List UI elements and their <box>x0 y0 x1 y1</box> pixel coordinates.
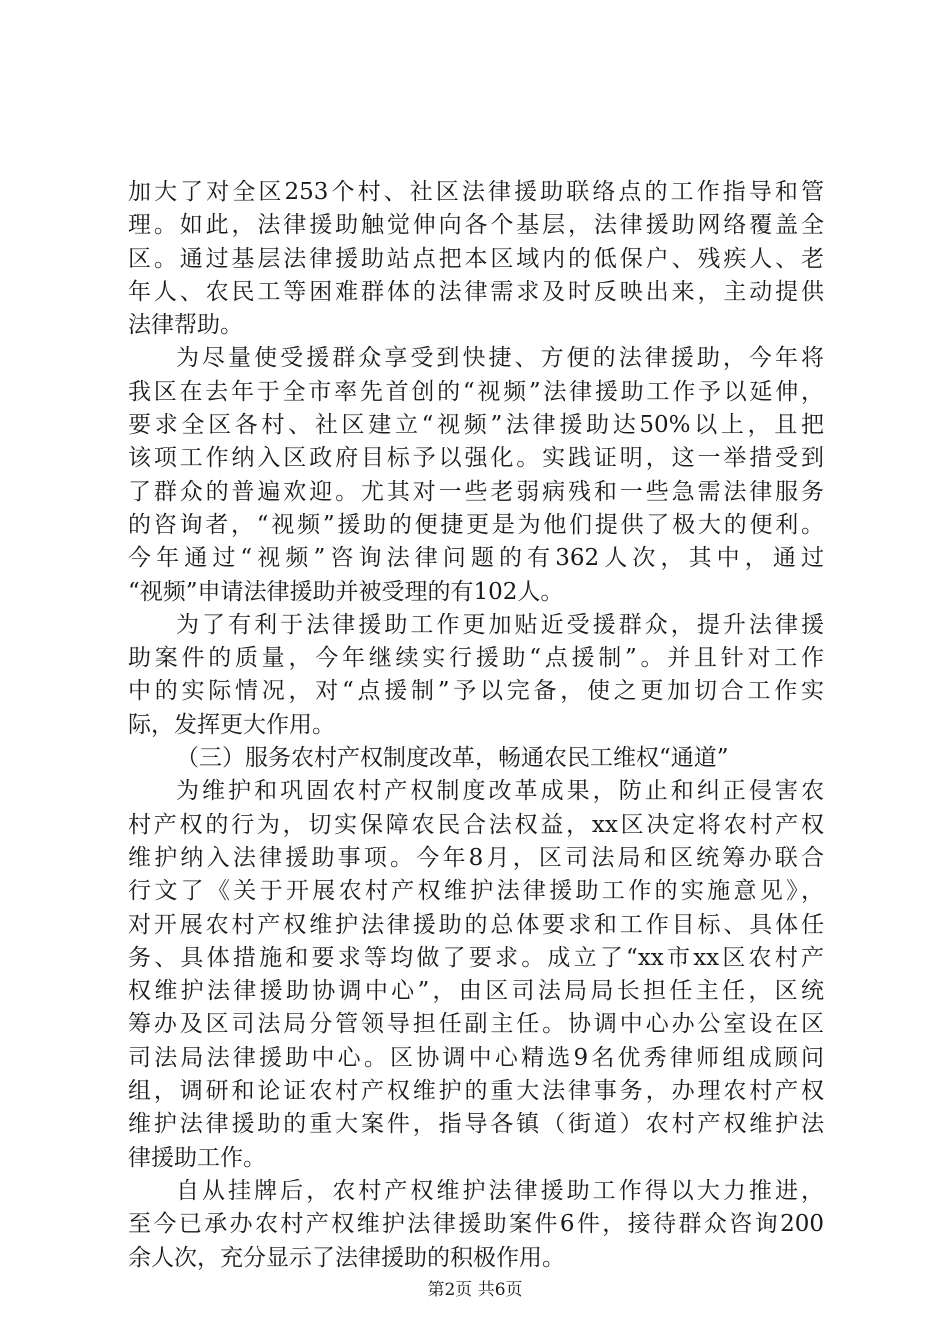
text-line: 司法局法律援助中心。区协调中心精选9名优秀律师组成顾问 <box>128 1044 824 1071</box>
text-line: 加大了对全区253个村、社区法律援助联络点的工作指导和管 <box>128 179 824 205</box>
text-line: 至今已承办农村产权维护法律援助案件6件，接待群众咨询200 <box>128 1211 824 1238</box>
text-line: 要求全区各村、社区建立“视频”法律援助达50%以上，且把 <box>128 412 824 439</box>
text-line: 余人次，充分显示了法律援助的积极作用。 <box>128 1244 565 1271</box>
text-line: 的咨询者，“视频”援助的便捷更是为他们提供了极大的便利。 <box>128 511 824 538</box>
text-line: 为了有利于法律援助工作更加贴近受援群众，提升法律援 <box>176 611 824 638</box>
text-line: 维护纳入法律援助事项。今年8月，区司法局和区统筹办联合 <box>128 844 824 871</box>
text-line: 今年通过“视频”咨询法律问题的有362人次，其中，通过 <box>128 545 824 572</box>
page-footer: 第2页 共6页 <box>427 1280 523 1300</box>
text-line: 年人、农民工等困难群体的法律需求及时反映出来，主动提供 <box>128 278 824 305</box>
text-line: 行文了《关于开展农村产权维护法律援助工作的实施意见》， <box>128 878 824 905</box>
text-line: 助案件的质量，今年继续实行援助“点援制”。并且针对工作 <box>128 645 824 672</box>
text-line: 理。如此，法律援助触觉伸向各个基层，法律援助网络覆盖全 <box>128 212 824 239</box>
text-line: 律援助工作。 <box>128 1144 266 1171</box>
text-line: 权维护法律援助协调中心”，由区司法局局长担任主任，区统 <box>128 978 824 1005</box>
text-line: （三）服务农村产权制度改革，畅通农民工维权“通道” <box>176 745 729 772</box>
text-line: 村产权的行为，切实保障农民合法权益，xx区决定将农村产权 <box>128 811 824 838</box>
text-line: 维护法律援助的重大案件，指导各镇（街道）农村产权维护法 <box>128 1111 824 1138</box>
text-line: 中的实际情况，对“点援制”予以完备，使之更加切合工作实 <box>128 678 824 705</box>
text-line: 筹办及区司法局分管领导担任副主任。协调中心办公室设在区 <box>128 1011 824 1038</box>
text-line: 区。通过基层法律援助站点把本区域内的低保户、残疾人、老 <box>128 245 824 272</box>
text-line: 为尽量使受援群众享受到快捷、方便的法律援助，今年将 <box>176 345 824 372</box>
text-line: 法律帮助。 <box>128 312 243 339</box>
text-line: 了群众的普遍欢迎。尤其对一些老弱病残和一些急需法律服务 <box>128 478 824 505</box>
text-line: 为维护和巩固农村产权制度改革成果，防止和纠正侵害农 <box>176 778 824 805</box>
text-line: “视频”申请法律援助并被受理的有102人。 <box>128 578 564 605</box>
text-line: 际，发挥更大作用。 <box>128 711 335 738</box>
text-line: 组，调研和论证农村产权维护的重大法律事务，办理农村产权 <box>128 1078 824 1105</box>
text-line: 务、具体措施和要求等均做了要求。成立了“xx市xx区农村产 <box>128 944 824 971</box>
text-line: 该项工作纳入区政府目标予以强化。实践证明，这一举措受到 <box>128 445 824 472</box>
text-line: 我区在去年于全市率先首创的“视频”法律援助工作予以延伸， <box>128 378 824 405</box>
document-body <box>128 176 824 1275</box>
text-line: 自从挂牌后，农村产权维护法律援助工作得以大力推进， <box>176 1177 824 1204</box>
text-line: 对开展农村产权维护法律援助的总体要求和工作目标、具体任 <box>128 911 824 938</box>
